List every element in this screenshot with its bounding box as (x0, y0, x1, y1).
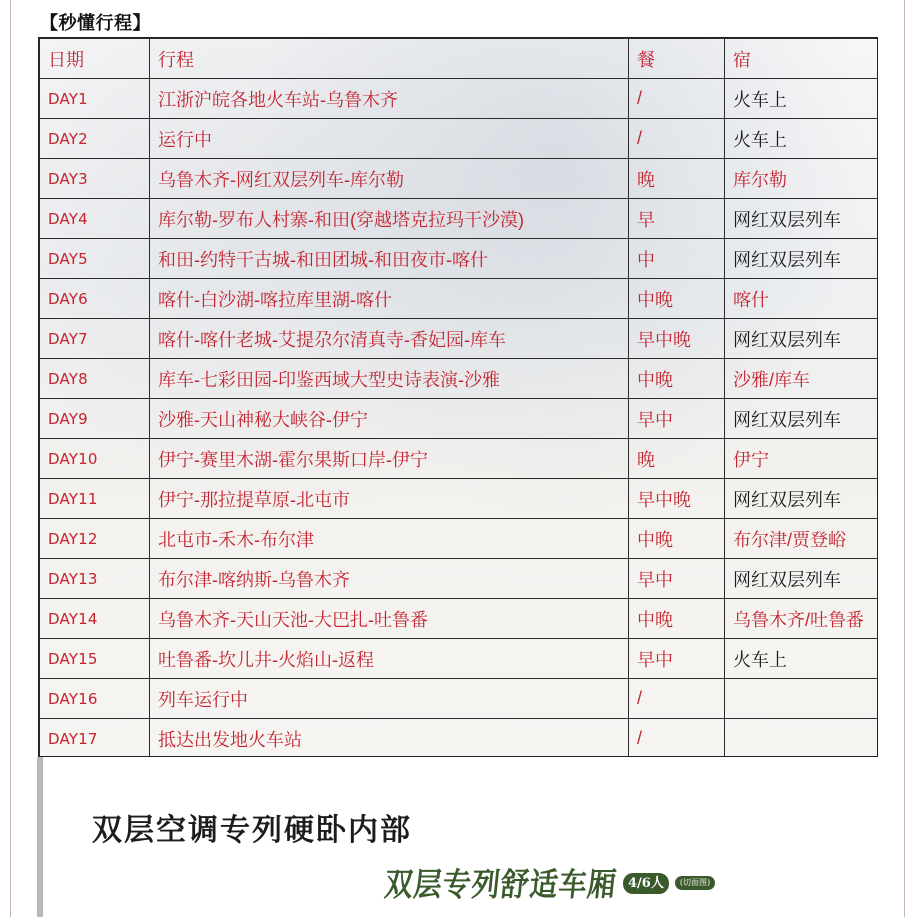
section-title: 【秒懂行程】 (40, 13, 151, 34)
cell-stay: 火车上 (725, 79, 879, 119)
cell-day: DAY11 (40, 479, 150, 519)
cell-day: DAY2 (40, 119, 150, 159)
cell-day: DAY6 (40, 279, 150, 319)
table-header-row (40, 39, 879, 79)
cutaway-note: (切面图) (675, 876, 715, 890)
header-route: 行程 (150, 39, 629, 79)
cell-stay: 网红双层列车 (725, 559, 879, 599)
cell-day: DAY10 (40, 439, 150, 479)
header-date: 日期 (40, 39, 150, 79)
cell-stay: 网红双层列车 (725, 199, 879, 239)
header-stay: 宿 (725, 39, 879, 79)
cell-day: DAY16 (40, 679, 150, 719)
cell-day: DAY12 (40, 519, 150, 559)
left-border-line (10, 0, 11, 917)
cell-day: DAY9 (40, 399, 150, 439)
cell-stay: 网红双层列车 (725, 319, 879, 359)
right-border-line (904, 0, 905, 917)
cell-day: DAY7 (40, 319, 150, 359)
cell-stay: 喀什 (725, 279, 879, 319)
cell-route: 运行中 (150, 119, 629, 159)
cell-route: 布尔津-喀纳斯-乌鲁木齐 (150, 559, 629, 599)
cell-stay: 网红双层列车 (725, 239, 879, 279)
cell-stay: 库尔勒 (725, 159, 879, 199)
cell-meal: 早中 (629, 639, 725, 679)
cell-day: DAY3 (40, 159, 150, 199)
carriage-logo (382, 858, 715, 908)
cell-route: 北屯市-禾木-布尔津 (150, 519, 629, 559)
cell-stay: 布尔津/贾登峪 (725, 519, 879, 559)
cell-meal: 晚 (629, 159, 725, 199)
cell-meal: / (629, 119, 725, 159)
cell-route: 吐鲁番-坎儿井-火焰山-返程 (150, 639, 629, 679)
table-row (40, 239, 879, 279)
cell-meal: 中晚 (629, 359, 725, 399)
cell-route: 乌鲁木齐-网红双层列车-库尔勒 (150, 159, 629, 199)
cell-stay: 网红双层列车 (725, 399, 879, 439)
table-row (40, 279, 879, 319)
cell-route: 喀什-白沙湖-喀拉库里湖-喀什 (150, 279, 629, 319)
header-meal: 餐 (629, 39, 725, 79)
carriage-heading: 双层空调专列硬卧内部 (92, 813, 412, 848)
cell-route: 沙雅-天山神秘大峡谷-伊宁 (150, 399, 629, 439)
cell-day: DAY15 (40, 639, 150, 679)
table-row (40, 319, 879, 359)
table-row (40, 559, 879, 599)
cell-meal: 中晚 (629, 279, 725, 319)
cell-meal: / (629, 679, 725, 719)
cell-route: 江浙沪皖各地火车站-乌鲁木齐 (150, 79, 629, 119)
cell-meal: 早中 (629, 399, 725, 439)
cell-stay (725, 679, 879, 719)
bottom-accent-bar (37, 757, 43, 917)
table-row (40, 519, 879, 559)
cell-stay: 伊宁 (725, 439, 879, 479)
cell-stay: 沙雅/库车 (725, 359, 879, 399)
table-row (40, 639, 879, 679)
cell-meal: 早中晚 (629, 479, 725, 519)
cell-meal: 中晚 (629, 599, 725, 639)
cell-meal: / (629, 79, 725, 119)
cell-route: 列车运行中 (150, 679, 629, 719)
cell-route: 和田-约特干古城-和田团城-和田夜市-喀什 (150, 239, 629, 279)
cell-meal: 中 (629, 239, 725, 279)
table-row (40, 119, 879, 159)
cell-route: 伊宁-赛里木湖-霍尔果斯口岸-伊宁 (150, 439, 629, 479)
cell-day: DAY14 (40, 599, 150, 639)
cell-meal: 早中 (629, 559, 725, 599)
cell-route: 抵达出发地火车站 (150, 719, 629, 758)
table-row (40, 359, 879, 399)
itinerary-body (40, 79, 879, 758)
cell-stay (725, 719, 879, 758)
cell-meal: 早中晚 (629, 319, 725, 359)
carriage-logo-text: 双层专列舒适车厢 (382, 865, 619, 904)
cell-stay: 火车上 (725, 119, 879, 159)
cell-route: 库尔勒-罗布人村寨-和田(穿越塔克拉玛干沙漠) (150, 199, 629, 239)
cell-day: DAY17 (40, 719, 150, 758)
table-row (40, 679, 879, 719)
cell-stay: 网红双层列车 (725, 479, 879, 519)
capacity-badge: 4/6人 (623, 873, 669, 894)
cell-meal: 中晚 (629, 519, 725, 559)
cell-route: 喀什-喀什老城-艾提尕尔清真寺-香妃园-库车 (150, 319, 629, 359)
table-row (40, 599, 879, 639)
cell-day: DAY1 (40, 79, 150, 119)
itinerary-table-container (38, 37, 878, 757)
cell-day: DAY5 (40, 239, 150, 279)
table-row (40, 159, 879, 199)
cell-route: 伊宁-那拉提草原-北屯市 (150, 479, 629, 519)
cell-day: DAY4 (40, 199, 150, 239)
table-row (40, 719, 879, 758)
table-row (40, 479, 879, 519)
table-row (40, 399, 879, 439)
cell-stay: 火车上 (725, 639, 879, 679)
table-row (40, 439, 879, 479)
table-row (40, 199, 879, 239)
itinerary-table (39, 38, 878, 757)
table-row (40, 79, 879, 119)
cell-day: DAY13 (40, 559, 150, 599)
cell-route: 乌鲁木齐-天山天池-大巴扎-吐鲁番 (150, 599, 629, 639)
cell-meal: / (629, 719, 725, 758)
cell-day: DAY8 (40, 359, 150, 399)
cell-stay: 乌鲁木齐/吐鲁番 (725, 599, 879, 639)
cell-meal: 晚 (629, 439, 725, 479)
cell-meal: 早 (629, 199, 725, 239)
cell-route: 库车-七彩田园-印鉴西域大型史诗表演-沙雅 (150, 359, 629, 399)
